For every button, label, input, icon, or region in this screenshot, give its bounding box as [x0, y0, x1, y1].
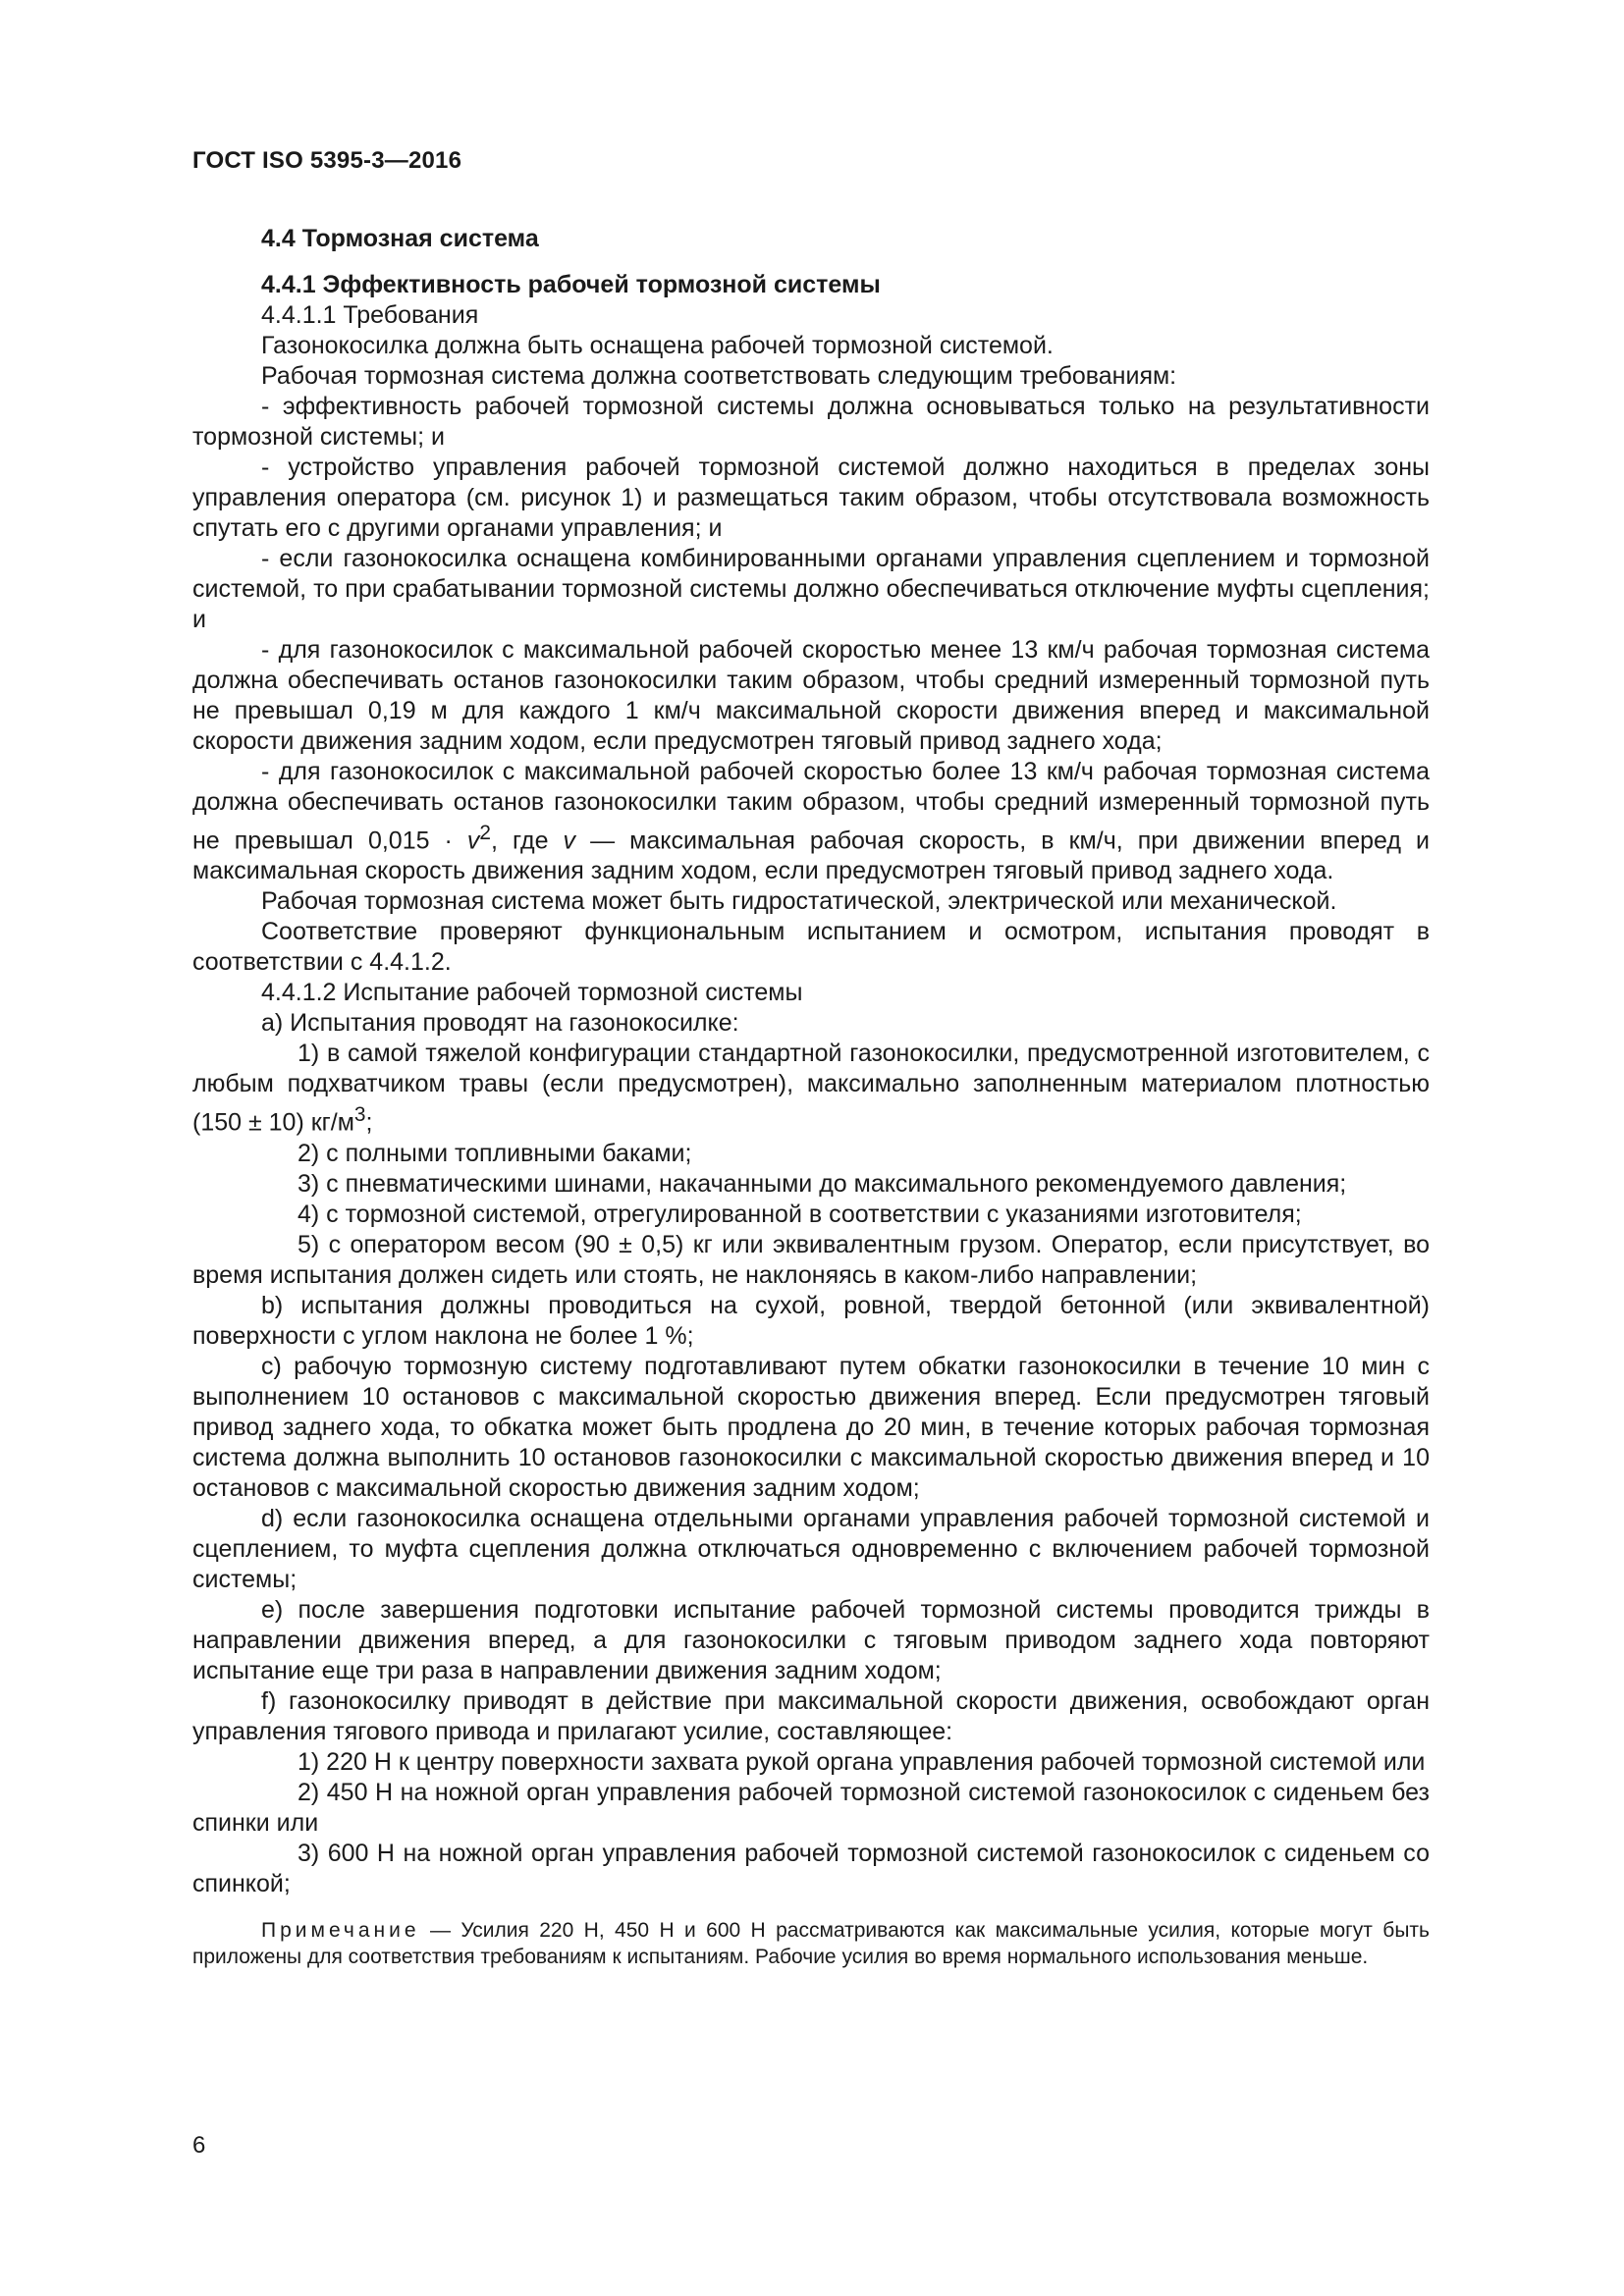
- list-item: 2) 450 Н на ножной орган управления рабочей тормозной системой газонокосилок с сиденьем без спинки или: [192, 1778, 1430, 1837]
- text-run: — максимальная рабочая скорость, в км/ч, при движении вперед и максимальная скорость движения задним ходом, если предусмотрен тяговый привод заднего хода.: [192, 827, 1430, 885]
- text-run: , где: [491, 827, 564, 855]
- list-item: 2) с полными топливными баками;: [298, 1139, 692, 1167]
- paragraph: Соответствие проверяют функциональным испытанием и осмотром, испытания проводят в соответствии с 4.4.1.2.: [192, 918, 1430, 977]
- list-item: 1) 220 Н к центру поверхности захвата рукой органа управления рабочей тормозной системой или: [298, 1747, 1426, 1776]
- page-number: 6: [192, 2132, 206, 2159]
- paragraph-test-heading: 4.4.1.2 Испытание рабочей тормозной системы: [261, 979, 803, 1007]
- variable: v: [466, 827, 480, 855]
- list-item: а) Испытания проводят на газонокосилке:: [261, 1009, 739, 1038]
- superscript: 3: [353, 1103, 366, 1127]
- document-code-header: ГОСТ ISO 5395-3—2016: [192, 147, 462, 174]
- list-item: 4) с тормозной системой, отрегулированной в соответствии с указаниями изготовителя;: [298, 1200, 1302, 1228]
- text-run: 1) в самой тяжелой конфигурации стандартной газонокосилки, предусмотренной изготовителем, с любым подхватчиком травы (если предусмотрен), максимально заполненным материалом плотностью (150 ± 10) кг/м: [192, 1040, 1430, 1137]
- list-item: 3) с пневматическими шинами, накачанными до максимального рекомендуемого давления;: [298, 1169, 1347, 1198]
- variable: v: [563, 827, 576, 855]
- text-run: - для газонокосилок с максимальной рабочей скоростью более 13 км/ч рабочая тормозная система должна обеспечивать останов газонокосилки таким образом, чтобы средний измеренный тормозной путь не превышал 0,015 ·: [192, 758, 1430, 855]
- paragraph: Рабочая тормозная система должна соответствовать следующим требованиям:: [261, 362, 1177, 390]
- note: [192, 1917, 1430, 1970]
- list-item: b) испытания должны проводиться на сухой, ровной, твердой бетонной (или эквивалентной) поверхности с углом наклона не более 1 %;: [192, 1291, 1430, 1350]
- list-item: - для газонокосилок с максимальной рабочей скоростью менее 13 км/ч рабочая тормозная система должна обеспечивать останов газонокосилки таким образом, чтобы средний измеренный тормозной путь не превышал 0,19 м для каждого 1 км/ч максимальной скорости движения вперед и максимальной скорости движения задним ходом, если предусмотрен тяговый привод заднего хода;: [192, 636, 1430, 755]
- list-item: [192, 757, 1430, 886]
- list-item: e) после завершения подготовки испытание рабочей тормозной системы проводится трижды в направлении движения вперед, а для газонокосилки с тяговым приводом заднего хода повторяют испытание еще три раза в направлении движения задним ходом;: [192, 1595, 1430, 1684]
- text-run: ;: [365, 1108, 373, 1137]
- list-item: 5) с оператором весом (90 ± 0,5) кг или эквивалентным грузом. Оператор, если присутствует, во время испытания должен сидеть или стоять, не наклоняясь в каком-либо направлении;: [192, 1230, 1430, 1289]
- list-item: 3) 600 Н на ножной орган управления рабочей тормозной системой газонокосилок с сиденьем со спинкой;: [192, 1839, 1430, 1897]
- list-item: f) газонокосилку приводят в действие при максимальной скорости движения, освобождают орган управления тягового привода и прилагают усилие, составляющее:: [192, 1686, 1430, 1745]
- list-item: - эффективность рабочей тормозной системы должна основываться только на результативности тормозной системы; и: [192, 393, 1430, 451]
- list-item: [192, 1039, 1430, 1138]
- subsection-title: 4.4.1 Эффективность рабочей тормозной системы: [261, 271, 881, 298]
- list-item: - устройство управления рабочей тормозной системой должно находиться в пределах зоны управления оператора (см. рисунок 1) и размещаться таким образом, чтобы отсутствовала возможность спутать его с другими органами управления; и: [192, 454, 1430, 542]
- list-item: - если газонокосилка оснащена комбинированными органами управления сцеплением и тормозной системой, то при срабатывании тормозной системы должно обеспечиваться отключение муфты сцепления; и: [192, 545, 1430, 633]
- note-label: Примечание: [261, 1918, 420, 1942]
- list-item: c) рабочую тормозную систему подготавливают путем обкатки газонокосилки в течение 10 мин с выполнением 10 остановов с максимальной скоростью движения вперед. Если предусмотрен тяговый привод заднего хода, то обкатка может быть продлена до 20 мин, в течение которых рабочая тормозная система должна выполнить 10 остановов газонокосилки с максимальной скоростью движения вперед и 10 остановов с максимальной скоростью движения задним ходом;: [192, 1352, 1430, 1502]
- paragraph: Рабочая тормозная система может быть гидростатической, электрической или механической.: [261, 887, 1337, 916]
- superscript: 2: [479, 822, 492, 844]
- section-title: 4.4 Тормозная система: [261, 225, 539, 252]
- document-body: [192, 224, 1430, 1970]
- paragraph: Газонокосилка должна быть оснащена рабочей тормозной системой.: [261, 332, 1054, 359]
- paragraph-requirements-heading: 4.4.1.1 Требования: [261, 301, 479, 329]
- list-item: d) если газонокосилка оснащена отдельными органами управления рабочей тормозной системой и сцеплением, то муфта сцепления должна отключаться одновременно с включением рабочей тормозной системы;: [192, 1504, 1430, 1593]
- note-text: — Усилия 220 Н, 450 Н и 600 Н рассматриваются как максимальные усилия, которые могут быть приложены для соответствия требованиям к испытаниям. Рабочие усилия во время нормального использования меньше.: [192, 1918, 1430, 1968]
